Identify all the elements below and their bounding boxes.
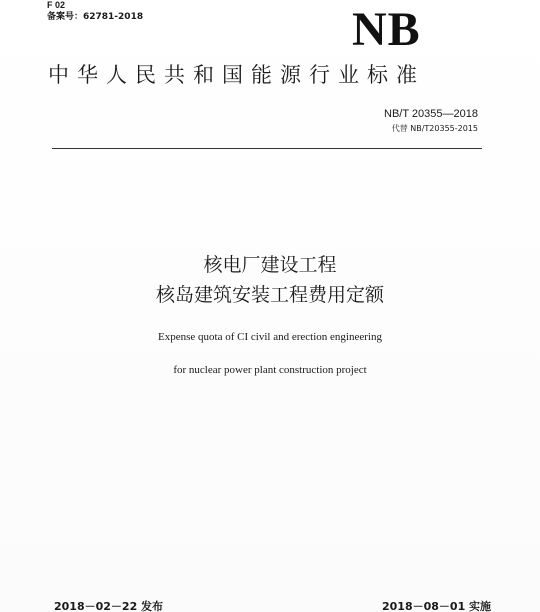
nb-logo: NB [352, 3, 421, 56]
implement-date: 2018－08－01 实施 [382, 600, 492, 612]
header-divider [52, 148, 482, 149]
title-cn-line2: 核岛建筑安装工程费用定额 [155, 284, 384, 306]
record-number: 备案号：62781-2018 [47, 12, 144, 22]
title-en-line1: Expense quota of CI civil and erection engineering [158, 331, 382, 343]
standard-number: NB/T 20355—2018 [384, 108, 478, 120]
replaces-standard: 代替 NB/T20355-2015 [391, 124, 478, 133]
issue-date: 2018－02－22 发布 [54, 600, 164, 612]
title-cn-line1: 核电厂建设工程 [203, 254, 337, 276]
title-en-line2: for nuclear power plant construction project [173, 364, 367, 376]
standard-header: 中华人民共和国能源行业标准 [48, 63, 425, 87]
classification-code: F 02 [47, 0, 66, 10]
